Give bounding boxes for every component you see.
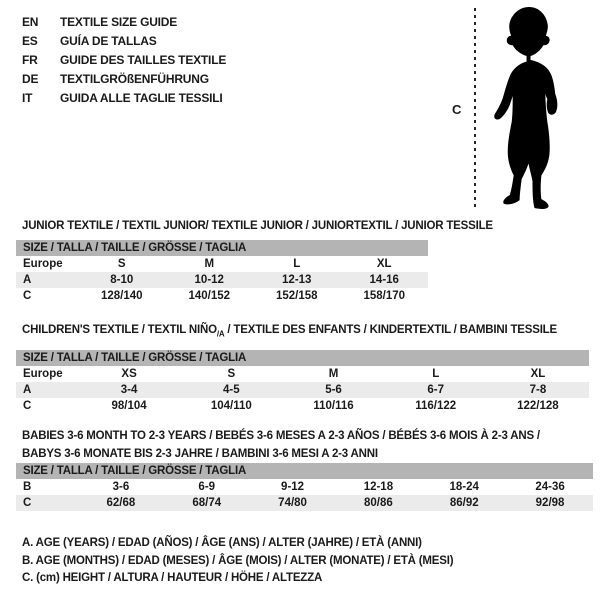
- table-cell: 110/116: [313, 400, 354, 413]
- title-line-1: BABIES 3-6 MONTH TO 2-3 YEARS / BEBÉS 3-6 MESES A 2-3 AÑOS / BÉBÉS 3-6 MOIS À 2-3 ANS /: [22, 430, 540, 442]
- table-cell: 5-6: [325, 384, 342, 397]
- table-row-europe: [16, 366, 589, 382]
- table-cell: 128/140: [100, 290, 143, 302]
- row-label: Europe: [23, 368, 63, 381]
- title-line-2: BABYS 3-6 MONATE BIS 2-3 JAHRE / BAMBINI 3-6 MESI A 2-3 ANNI: [22, 448, 378, 460]
- note-age-years: A. AGE (YEARS) / EDAD (AÑOS) / ÂGE (ANS) / ALTER (JAHRE) / ETÀ (ANNI): [22, 537, 422, 549]
- row-label: B: [23, 481, 32, 493]
- table-cell: 122/128: [517, 400, 559, 413]
- note-age-months: B. AGE (MONTHS) / EDAD (MESES) / ÂGE (MOIS) / ALTER (MONATE) / ETÀ (MESI): [22, 554, 454, 567]
- section-babies: [16, 427, 593, 511]
- table-cell: 80/86: [364, 497, 393, 509]
- lang-label: GUIDE DES TAILLES TEXTILE: [60, 52, 227, 67]
- section-junior: [16, 217, 493, 304]
- row-label: C: [23, 290, 32, 302]
- table-cell: 6-7: [427, 384, 445, 397]
- table-cell: M: [328, 368, 339, 381]
- table-cell: 74/80: [278, 497, 307, 509]
- table-cell: M: [204, 258, 215, 270]
- table-cell: 98/104: [111, 400, 147, 413]
- table-cell: 152/158: [275, 290, 318, 302]
- table-cell: 8-10: [110, 274, 134, 286]
- row-label: A: [23, 274, 32, 286]
- row-label: A: [23, 384, 32, 397]
- lang-row-es: [22, 31, 226, 50]
- lang-label: GUIDA ALLE TAGLIE TESSILI: [60, 90, 223, 105]
- size-header-bar: SIZE / TALLA / TAILLE / GRÖSSE / TAGLIA: [16, 350, 589, 366]
- table-cell: 18-24: [449, 481, 479, 493]
- note-height: C. (cm) HEIGHT / ALTURA / HAUTEUR / HÖHE / ALTEZZA: [22, 572, 323, 584]
- table-cell: 24-36: [535, 481, 565, 493]
- table-cell: 12-18: [363, 481, 394, 493]
- lang-row-it: [22, 88, 226, 107]
- table-cell: L: [293, 258, 301, 270]
- section-title: [16, 427, 593, 463]
- table-cell: 9-12: [281, 481, 305, 493]
- table-cell: 3-4: [120, 384, 138, 397]
- lang-code: ES: [22, 33, 38, 48]
- table-cell: 6-9: [198, 481, 216, 493]
- table-cell: XL: [376, 258, 392, 270]
- legend-notes: [22, 535, 453, 588]
- table-cell: XS: [121, 368, 137, 381]
- table-row-height: [16, 495, 593, 511]
- lang-row-en: [22, 12, 226, 31]
- table-row-age-years: [16, 272, 428, 288]
- title-text: / TEXTILE DES ENFANTS / KINDERTEXTIL / BAMBINI TESSILE: [224, 324, 557, 336]
- lang-row-de: [22, 69, 226, 88]
- table-cell: 116/122: [415, 400, 457, 413]
- row-label: C: [23, 497, 32, 509]
- height-measure-label: C: [452, 102, 462, 117]
- table-cell: L: [432, 368, 440, 381]
- row-label: Europe: [23, 258, 63, 270]
- table-cell: 3-6: [112, 481, 130, 493]
- size-header-bar: SIZE / TALLA / TAILLE / GRÖSSE / TAGLIA: [16, 240, 428, 256]
- row-label: C: [23, 400, 32, 413]
- table-cell: S: [117, 258, 126, 270]
- table-row-height: [16, 398, 589, 414]
- table-row-age-years: [16, 382, 589, 398]
- title-subscript: /A: [216, 329, 225, 339]
- toddler-silhouette-icon: [483, 5, 583, 213]
- lang-code: IT: [22, 90, 33, 105]
- lang-label: TEXTILE SIZE GUIDE: [60, 14, 178, 29]
- table-cell: XL: [530, 368, 546, 381]
- table-cell: 104/110: [210, 400, 252, 413]
- section-children: [16, 321, 589, 414]
- table-row-europe: [16, 256, 428, 272]
- table-cell: 62/68: [106, 497, 136, 509]
- table-cell: S: [227, 368, 236, 381]
- table-cell: 12-13: [282, 274, 312, 286]
- table-cell: 7-8: [529, 384, 547, 397]
- height-dashed-line: [474, 8, 476, 210]
- lang-code: FR: [22, 52, 38, 67]
- table-cell: 92/98: [535, 497, 565, 509]
- section-title: JUNIOR TEXTILE / TEXTIL JUNIOR/ TEXTILE JUNIOR / JUNIORTEXTIL / JUNIOR TESSILE: [22, 220, 493, 232]
- table-row-height: [16, 288, 428, 304]
- table-cell: 86/92: [449, 497, 479, 509]
- lang-row-fr: [22, 50, 226, 69]
- table-cell: 158/170: [363, 290, 406, 302]
- lang-label: GUÍA DE TALLAS: [60, 33, 157, 48]
- lang-label: TEXTILGRÖßENFÜHRUNG: [60, 71, 209, 86]
- table-cell: 4-5: [222, 384, 240, 397]
- section-title: [16, 321, 589, 343]
- size-header-bar: SIZE / TALLA / TAILLE / GRÖSSE / TAGLIA: [16, 463, 593, 479]
- table-row-age-months: [16, 479, 593, 495]
- title-text: CHILDREN'S TEXTILE / TEXTIL NIÑO: [22, 324, 217, 336]
- table-cell: 140/152: [188, 290, 231, 302]
- lang-code: DE: [22, 71, 39, 86]
- table-cell: 10-12: [194, 274, 224, 286]
- lang-code: EN: [22, 14, 39, 29]
- table-cell: 68/74: [192, 497, 222, 509]
- language-header: [22, 12, 226, 107]
- table-cell: 14-16: [369, 274, 399, 286]
